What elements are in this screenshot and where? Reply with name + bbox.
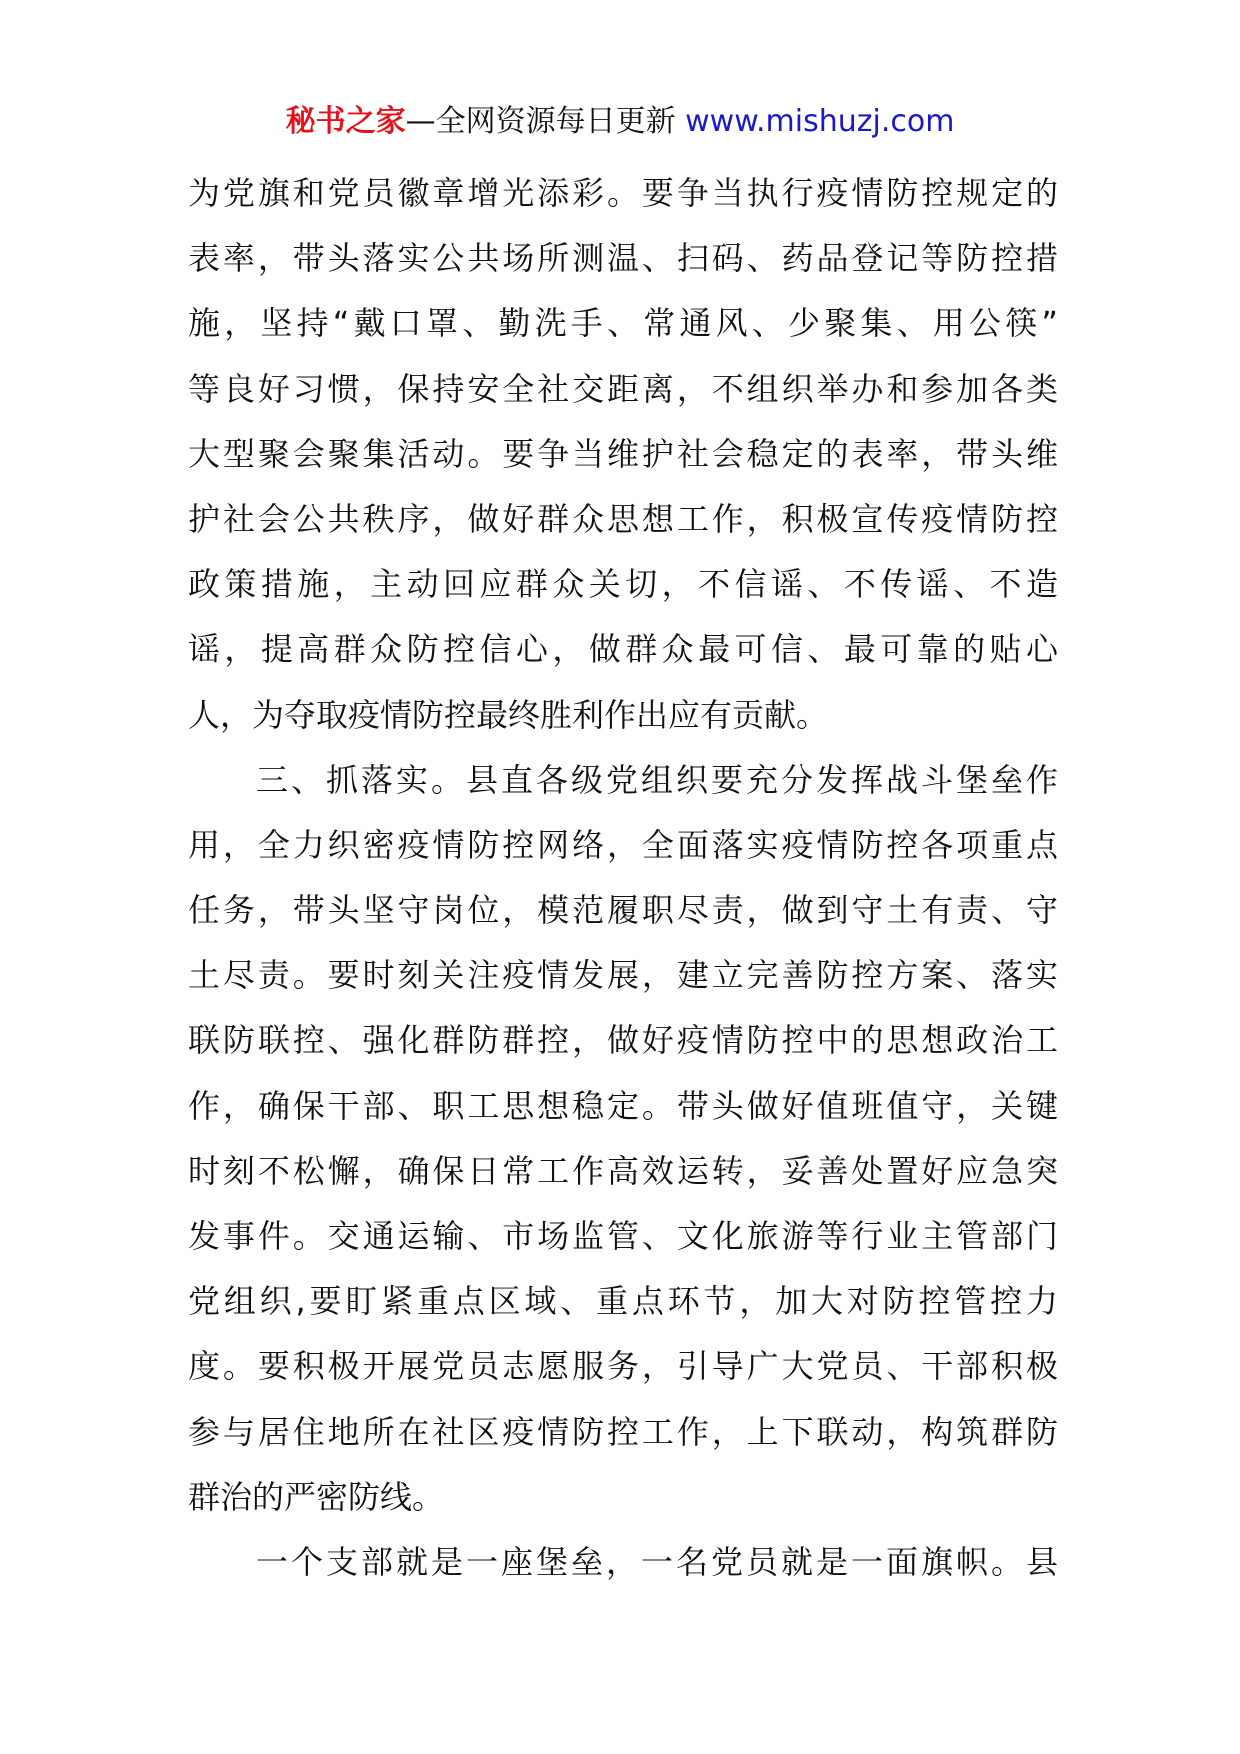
site-tagline: —全网资源每日更新 <box>405 104 676 139</box>
text-line: 土尽责。要时刻关注疫情发展，建立完善防控方案、落实 <box>188 956 1058 995</box>
text-line: 一个支部就是一座堡垒，一名党员就是一面旗帜。县 <box>256 1542 1058 1581</box>
text-line: 度。要积极开展党员志愿服务，引导广大党员、干部积极 <box>188 1347 1058 1386</box>
text-line: 护社会公共秩序，做好群众思想工作，积极宣传疫情防控 <box>188 499 1058 538</box>
text-line: 表率，带头落实公共场所测温、扫码、药品登记等防控措 <box>188 239 1058 278</box>
text-line: 人，为夺取疫情防控最终胜利作出应有贡献。 <box>188 695 829 734</box>
text-line: 作，确保干部、职工思想稳定。带头做好值班值守，关键 <box>188 1086 1058 1125</box>
text-line: 发事件。交通运输、市场监管、文化旅游等行业主管部门 <box>188 1217 1058 1255</box>
text-line: 等良好习惯，保持安全社交距离，不组织举办和参加各类 <box>188 369 1058 408</box>
text-line: 三、抓落实。县直各级党组织要充分发挥战斗堡垒作 <box>256 760 1058 799</box>
text-line: 政策措施，主动回应群众关切，不信谣、不传谣、不造 <box>188 565 1058 604</box>
text-line: 施，坚持“戴口罩、勤洗手、常通风、少聚集、用公筷” <box>188 304 1058 343</box>
text-line: 任务，带头坚守岗位，模范履职尽责，做到守土有责、守 <box>188 891 1058 930</box>
site-brand: 秘书之家 <box>285 104 406 139</box>
text-line: 大型聚会聚集活动。要争当维护社会稳定的表率，带头维 <box>188 434 1058 473</box>
site-url-link[interactable]: www.mishuzj.com <box>685 104 955 139</box>
text-line: 谣，提高群众防控信心，做群众最可信、最可靠的贴心 <box>188 630 1058 669</box>
text-line: 群治的严密防线。 <box>188 1477 445 1516</box>
text-line: 用，全力织密疫情防控网络，全面落实疫情防控各项重点 <box>188 825 1058 864</box>
text-line: 时刻不松懈，确保日常工作高效运转，妥善处置好应急突 <box>188 1151 1058 1190</box>
text-line: 党组织,要盯紧重点区域、重点环节，加大对防控管控力 <box>188 1282 1058 1321</box>
text-line: 联防联控、强化群防群控，做好疫情防控中的思想政治工 <box>188 1021 1058 1060</box>
text-line: 为党旗和党员徽章增光添彩。要争当执行疫情防控规定的 <box>188 174 1058 212</box>
site-header <box>0 100 1240 144</box>
document-body <box>188 161 1058 1595</box>
text-line: 参与居住地所在社区疫情防控工作，上下联动，构筑群防 <box>188 1412 1058 1451</box>
